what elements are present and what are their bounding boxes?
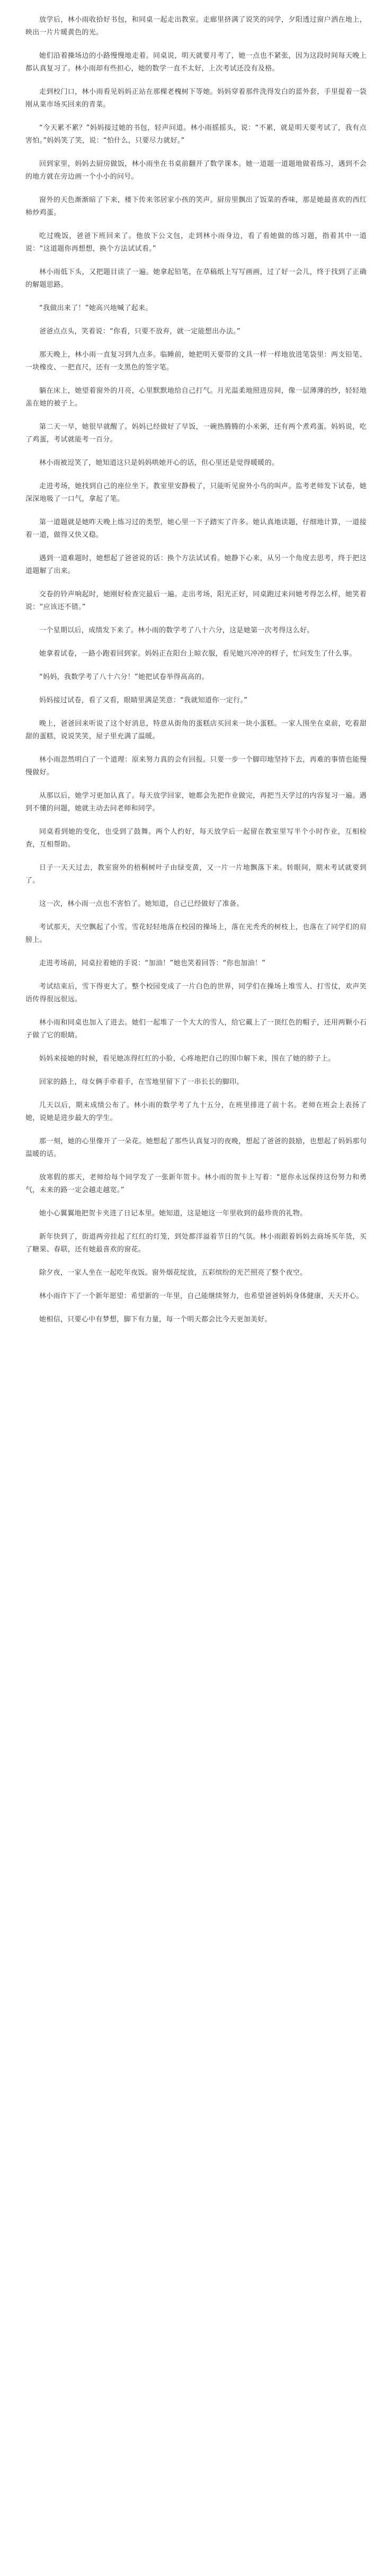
paragraph: 第一道题就是她昨天晚上练习过的类型，她心里一下子踏实了许多。她认真地读题，仔细地计算，一道接着一道，做得又快又稳。 — [25, 518, 367, 539]
paragraph: 考试那天，天空飘起了小雪。雪花轻轻地落在校园的操场上，落在光秃秃的树枝上，也落在了同学们的肩膀上。 — [25, 923, 367, 944]
paragraph: 林小雨忽然明白了一个道理：原来努力真的会有回报。只要一步一个脚印地坚持下去，再难的事情也能慢慢做好。 — [25, 756, 367, 777]
paragraph: 她们沿着操场边的小路慢慢地走着。同桌说，明天就要月考了，她一点也不紧张，因为这段时间每天晚上都认真复习了。林小雨却有些担心，她的数学一直不太好，上次考试还没有及格。 — [25, 52, 367, 73]
paragraph: 同桌看到她的变化，也受到了鼓舞。两个人约好，每天放学后一起留在教室里写半个小时作业，互相检查，互相帮助。 — [25, 828, 367, 849]
paragraph: 那天晚上，林小雨一直复习到九点多。临睡前，她把明天要带的文具一样一样地放进笔袋里：两支铅笔、一块橡皮、一把直尺，还有一支黑色的签字笔。 — [25, 351, 367, 372]
paragraph: 林小雨许下了一个新年愿望：希望新的一年里，自己能继续努力，也希望爸爸妈妈身体健康，天天开心。 — [39, 1292, 363, 1300]
paragraph: 那一刻，她的心里像开了一朵花。她想起了那些认真复习的夜晚，想起了爸爸的鼓励，也想起了妈妈那句温暖的话。 — [25, 1137, 367, 1158]
paragraph: 几天以后，期末成绩公布了。林小雨的数学考了九十五分，在班里排进了前十名。老师在班会上表扬了她，说她是进步最大的学生。 — [25, 1101, 367, 1122]
paragraph: 这一次，林小雨一点也不害怕了。她知道，自己已经做好了准备。 — [39, 900, 244, 908]
paragraph: 回到家里，妈妈去厨房做饭，林小雨坐在书桌前翻开了数学课本。她一道题一道题地做着练习，遇到不会的地方就在旁边画一个小小的问号。 — [25, 160, 367, 181]
paragraph: 她小心翼翼地把贺卡夹进了日记本里。她知道，这是她这一年里收到的最珍贵的礼物。 — [39, 1210, 307, 1218]
paragraph: 走进考场，她找到自己的座位坐下。教室里安静极了，只能听见窗外小鸟的叫声。监考老师发下试卷，她深深地吸了一口气，拿起了笔。 — [25, 482, 367, 503]
paragraph: 躺在床上，她望着窗外的月亮，心里默默地给自己打气。月光温柔地照进房间，像一层薄薄的纱，轻轻地盖在她的被子上。 — [25, 387, 367, 408]
paragraph: 她相信，只要心中有梦想，脚下有力量，每一个明天都会比今天更加美好。 — [39, 1316, 272, 1324]
paragraph: 她拿着试卷，一路小跑着回到家。妈妈正在阳台上晾衣服，看见她兴冲冲的样子，忙问发生了什么事。 — [39, 650, 357, 658]
paragraph: 交卷的铃声响起时，她刚好检查完最后一遍。走出考场，阳光正好，同桌跑过来问她考得怎么样，她笑着说：“应该还不错。” — [25, 590, 367, 611]
paragraph: 晚上，爸爸回来听说了这个好消息，特意从街角的蛋糕店买回来一块小蛋糕。一家人围坐在桌前，吃着甜甜的蛋糕，说说笑笑，屋子里充满了温暖。 — [25, 720, 367, 740]
paragraph: “今天累不累？”妈妈接过她的书包，轻声问道。林小雨摇摇头，说：“不累，就是明天要考试了，我有点害怕。”妈妈笑了笑，说：“怕什么，只要尽力就好。” — [25, 124, 367, 145]
paragraph: 走到校门口，林小雨看见妈妈正站在那棵老槐树下等她。妈妈穿着那件洗得发白的蓝外套，手里提着一袋刚从菜市场买回来的青菜。 — [25, 88, 367, 109]
paragraph: 考试结束后，雪下得更大了。整个校园变成了一片白色的世界，同学们在操场上堆雪人、打雪仗，欢声笑语传得很远很远。 — [25, 983, 367, 1003]
paragraph: 吃过晚饭，爸爸下班回来了。他放下公文包，走到林小雨身边，看了看她做的练习题，指着其中一道说：“这道题你再想想，换个方法试试看。” — [25, 232, 367, 253]
paragraph: 妈妈接过试卷，看了又看，眼睛里满是笑意：“我就知道你一定行。” — [39, 696, 248, 704]
paragraph: 除夕夜，一家人坐在一起吃年夜饭。窗外烟花绽放，五彩缤纷的光芒照亮了整个夜空。 — [39, 1269, 307, 1277]
paragraph: 放寒假的那天，老师给每个同学发了一张新年贺卡。林小雨的贺卡上写着：“愿你永远保持这份努力和勇气，未来的路一定会越走越宽。” — [25, 1174, 367, 1194]
paragraph: 窗外的天色渐渐暗了下来，楼下传来邻居家小孩的笑声。厨房里飘出了饭菜的香味，那是她最喜欢的西红柿炒鸡蛋。 — [25, 196, 367, 217]
paragraph: “妈妈，我数学考了八十六分！”她把试卷举得高高的。 — [39, 673, 209, 681]
paragraph: 爸爸点点头，笑着说：“你看，只要不放弃，就一定能想出办法。” — [39, 328, 240, 336]
paragraph: 遇到一道难题时，她想起了爸爸说的话：换个方法试试看。她静下心来，从另一个角度去思考，终于把这道题解了出来。 — [25, 554, 367, 575]
paragraph: 一个星期以后，成绩发下来了。林小雨的数学考了八十六分，这是她第一次考得这么好。 — [39, 627, 314, 634]
paragraph: 新年快到了，街道两旁挂起了红红的灯笼，到处都洋溢着节日的气氛。林小雨跟着妈妈去商场买年货，买了糖果、春联，还有她最喜欢的窗花。 — [25, 1233, 367, 1254]
paragraph: 从那以后，她学习更加认真了。每天放学回家，她都会先把作业做完，再把当天学过的内容复习一遍。遇到不懂的问题，她就主动去问老师和同学。 — [25, 792, 367, 813]
paragraph: 妈妈来接她的时候，看见她冻得红红的小脸，心疼地把自己的围巾解下来，围在了她的脖子上。 — [39, 1055, 335, 1063]
paragraph: 放学后，林小雨收拾好书包，和同桌一起走出教室。走廊里挤满了说笑的同学，夕阳透过窗户洒在地上，映出一片片暖黄色的光。 — [25, 16, 367, 37]
paragraph: “我做出来了！”她高兴地喊了起来。 — [39, 304, 153, 312]
paragraph: 第二天一早，她很早就醒了。妈妈已经做好了早饭，一碗热腾腾的小米粥，还有两个煮鸡蛋。妈妈说，吃了鸡蛋，考试就能考一百分。 — [25, 423, 367, 444]
paragraph: 林小雨被逗笑了，她知道这只是妈妈哄她开心的话，但心里还是觉得暖暖的。 — [39, 459, 279, 467]
paragraph: 回家的路上，母女俩手牵着手，在雪地里留下了一串长长的脚印。 — [39, 1078, 244, 1086]
paragraph: 林小雨和同桌也加入了进去。她们一起堆了一个大大的雪人，给它戴上了一顶红色的帽子，还用两颗小石子做了它的眼睛。 — [25, 1019, 367, 1039]
paragraph: 日子一天天过去，教室窗外的梧桐树叶子由绿变黄，又一片一片地飘落下来。转眼间，期末考试就要到了。 — [25, 864, 367, 885]
paragraph: 林小雨低下头，又把题目读了一遍。她拿起铅笔，在草稿纸上写写画画，过了好一会儿，终于找到了正确的解题思路。 — [25, 268, 367, 289]
paragraph: 走进考场前，同桌拉着她的手说：“加油！”她也笑着回答：“你也加油！” — [39, 959, 266, 967]
